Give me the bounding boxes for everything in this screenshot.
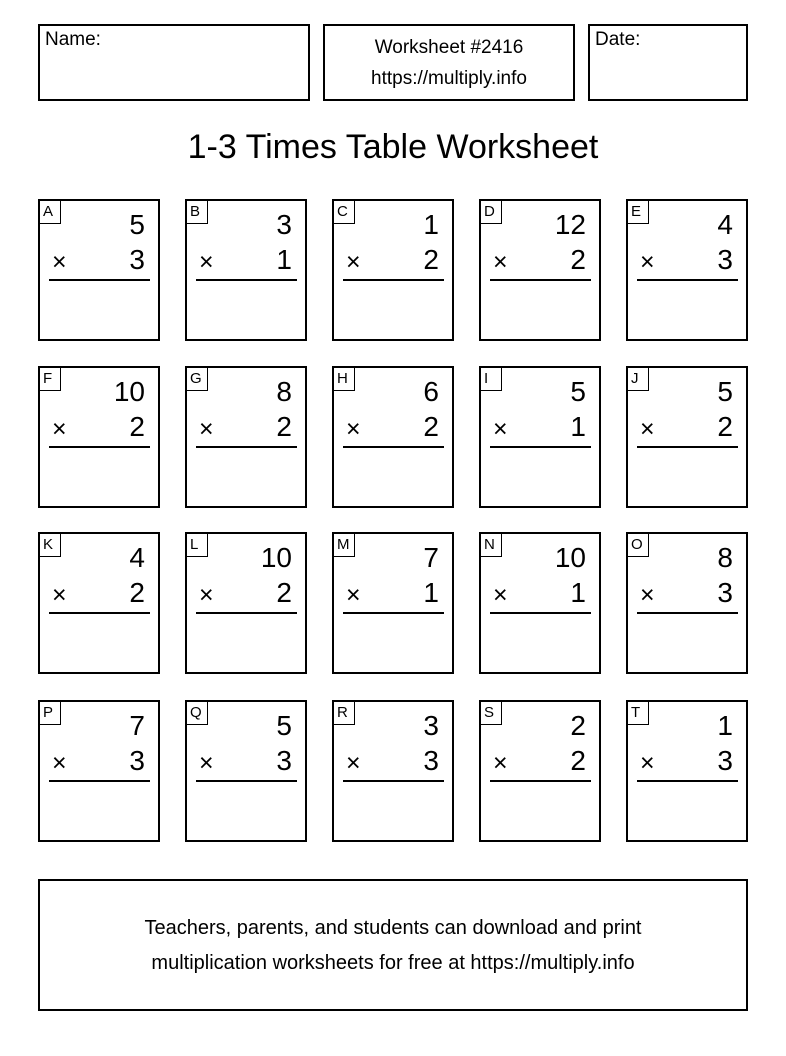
problem-card-a[interactable] (38, 199, 160, 341)
problem-card-b[interactable] (185, 199, 307, 341)
problem-label: B (187, 201, 208, 224)
problem-label: T (628, 702, 649, 725)
footer-line-1: Teachers, parents, and students can download and print (144, 917, 642, 939)
multiplicand: 5 (276, 710, 292, 741)
multiplier: 2 (570, 745, 586, 776)
answer-line (49, 279, 150, 281)
answer-line (49, 780, 150, 782)
multiplier: 3 (423, 745, 439, 776)
date-field-box[interactable] (588, 24, 748, 101)
problem-label: O (628, 534, 649, 557)
problem-card-n[interactable] (479, 532, 601, 674)
multiplicand: 2 (570, 710, 586, 741)
answer-line (490, 780, 591, 782)
times-sign: × (493, 581, 508, 609)
answer-line (343, 612, 444, 614)
answer-line (343, 446, 444, 448)
answer-line (637, 279, 738, 281)
multiplicand: 1 (717, 710, 733, 741)
problem-card-f[interactable] (38, 366, 160, 508)
multiplicand: 8 (276, 376, 292, 407)
problem-card-g[interactable] (185, 366, 307, 508)
multiplicand: 5 (570, 376, 586, 407)
problem-card-h[interactable] (332, 366, 454, 508)
problem-card-p[interactable] (38, 700, 160, 842)
problem-label: Q (187, 702, 208, 725)
multiplicand: 5 (717, 376, 733, 407)
answer-line (49, 446, 150, 448)
multiplicand: 12 (554, 209, 586, 240)
multiplicand: 1 (423, 209, 439, 240)
multiplicand: 10 (260, 542, 292, 573)
answer-line (343, 780, 444, 782)
multiplier: 2 (570, 244, 586, 275)
multiplier: 2 (717, 411, 733, 442)
problem-card-e[interactable] (626, 199, 748, 341)
problem-card-q[interactable] (185, 700, 307, 842)
times-sign: × (346, 581, 361, 609)
problem-label: J (628, 368, 649, 391)
worksheet-number: Worksheet #2416 (374, 37, 524, 58)
problem-card-c[interactable] (332, 199, 454, 341)
multiplier: 2 (276, 411, 292, 442)
problem-card-r[interactable] (332, 700, 454, 842)
answer-line (637, 780, 738, 782)
problem-card-m[interactable] (332, 532, 454, 674)
problem-card-d[interactable] (479, 199, 601, 341)
multiplier: 3 (129, 745, 145, 776)
problem-card-i[interactable] (479, 366, 601, 508)
footer-line-2: multiplication worksheets for free at https://multiply.info (151, 952, 635, 974)
times-sign: × (199, 581, 214, 609)
multiplier: 3 (717, 745, 733, 776)
problem-card-j[interactable] (626, 366, 748, 508)
times-sign: × (199, 749, 214, 777)
problem-card-t[interactable] (626, 700, 748, 842)
answer-line (490, 446, 591, 448)
multiplier: 1 (423, 577, 439, 608)
page-title: 1-3 Times Table Worksheet (187, 128, 599, 166)
problem-label: H (334, 368, 355, 391)
problem-label: K (40, 534, 61, 557)
multiplicand: 7 (129, 710, 145, 741)
answer-line (637, 446, 738, 448)
problem-label: M (334, 534, 355, 557)
times-sign: × (640, 581, 655, 609)
answer-line (490, 612, 591, 614)
times-sign: × (640, 248, 655, 276)
multiplicand: 7 (423, 542, 439, 573)
problem-card-l[interactable] (185, 532, 307, 674)
times-sign: × (199, 415, 214, 443)
worksheet-url: https://multiply.info (371, 68, 527, 89)
multiplicand: 4 (717, 209, 733, 240)
multiplier: 2 (276, 577, 292, 608)
problem-card-s[interactable] (479, 700, 601, 842)
multiplicand: 6 (423, 376, 439, 407)
multiplier: 1 (570, 411, 586, 442)
times-sign: × (199, 248, 214, 276)
times-sign: × (52, 749, 67, 777)
multiplier: 2 (129, 577, 145, 608)
multiplicand: 10 (554, 542, 586, 573)
answer-line (196, 279, 297, 281)
problem-card-k[interactable] (38, 532, 160, 674)
multiplier: 1 (570, 577, 586, 608)
name-field-box[interactable] (38, 24, 310, 101)
answer-line (490, 279, 591, 281)
times-sign: × (640, 415, 655, 443)
answer-line (637, 612, 738, 614)
problem-card-o[interactable] (626, 532, 748, 674)
times-sign: × (493, 248, 508, 276)
multiplier: 2 (423, 244, 439, 275)
multiplicand: 3 (276, 209, 292, 240)
multiplier: 3 (276, 745, 292, 776)
problem-label: I (481, 368, 502, 391)
problem-label: L (187, 534, 208, 557)
problem-label: F (40, 368, 61, 391)
answer-line (196, 612, 297, 614)
problem-label: N (481, 534, 502, 557)
answer-line (343, 279, 444, 281)
problem-label: S (481, 702, 502, 725)
times-sign: × (52, 415, 67, 443)
footer-box (38, 879, 748, 1011)
times-sign: × (52, 581, 67, 609)
problem-label: D (481, 201, 502, 224)
problem-label: R (334, 702, 355, 725)
multiplier: 2 (129, 411, 145, 442)
worksheet-info-box (323, 24, 575, 101)
multiplicand: 4 (129, 542, 145, 573)
times-sign: × (493, 749, 508, 777)
multiplier: 3 (717, 244, 733, 275)
multiplier: 2 (423, 411, 439, 442)
problem-label: G (187, 368, 208, 391)
multiplicand: 5 (129, 209, 145, 240)
multiplier: 1 (276, 244, 292, 275)
times-sign: × (346, 248, 361, 276)
answer-line (196, 446, 297, 448)
multiplier: 3 (129, 244, 145, 275)
problem-label: C (334, 201, 355, 224)
times-sign: × (640, 749, 655, 777)
times-sign: × (52, 248, 67, 276)
name-label: Name: (45, 29, 101, 50)
multiplicand: 10 (113, 376, 145, 407)
problem-label: P (40, 702, 61, 725)
multiplicand: 3 (423, 710, 439, 741)
answer-line (196, 780, 297, 782)
answer-line (49, 612, 150, 614)
multiplicand: 8 (717, 542, 733, 573)
times-sign: × (346, 749, 361, 777)
problem-label: A (40, 201, 61, 224)
times-sign: × (493, 415, 508, 443)
times-sign: × (346, 415, 361, 443)
problem-label: E (628, 201, 649, 224)
date-label: Date: (595, 29, 641, 50)
multiplier: 3 (717, 577, 733, 608)
